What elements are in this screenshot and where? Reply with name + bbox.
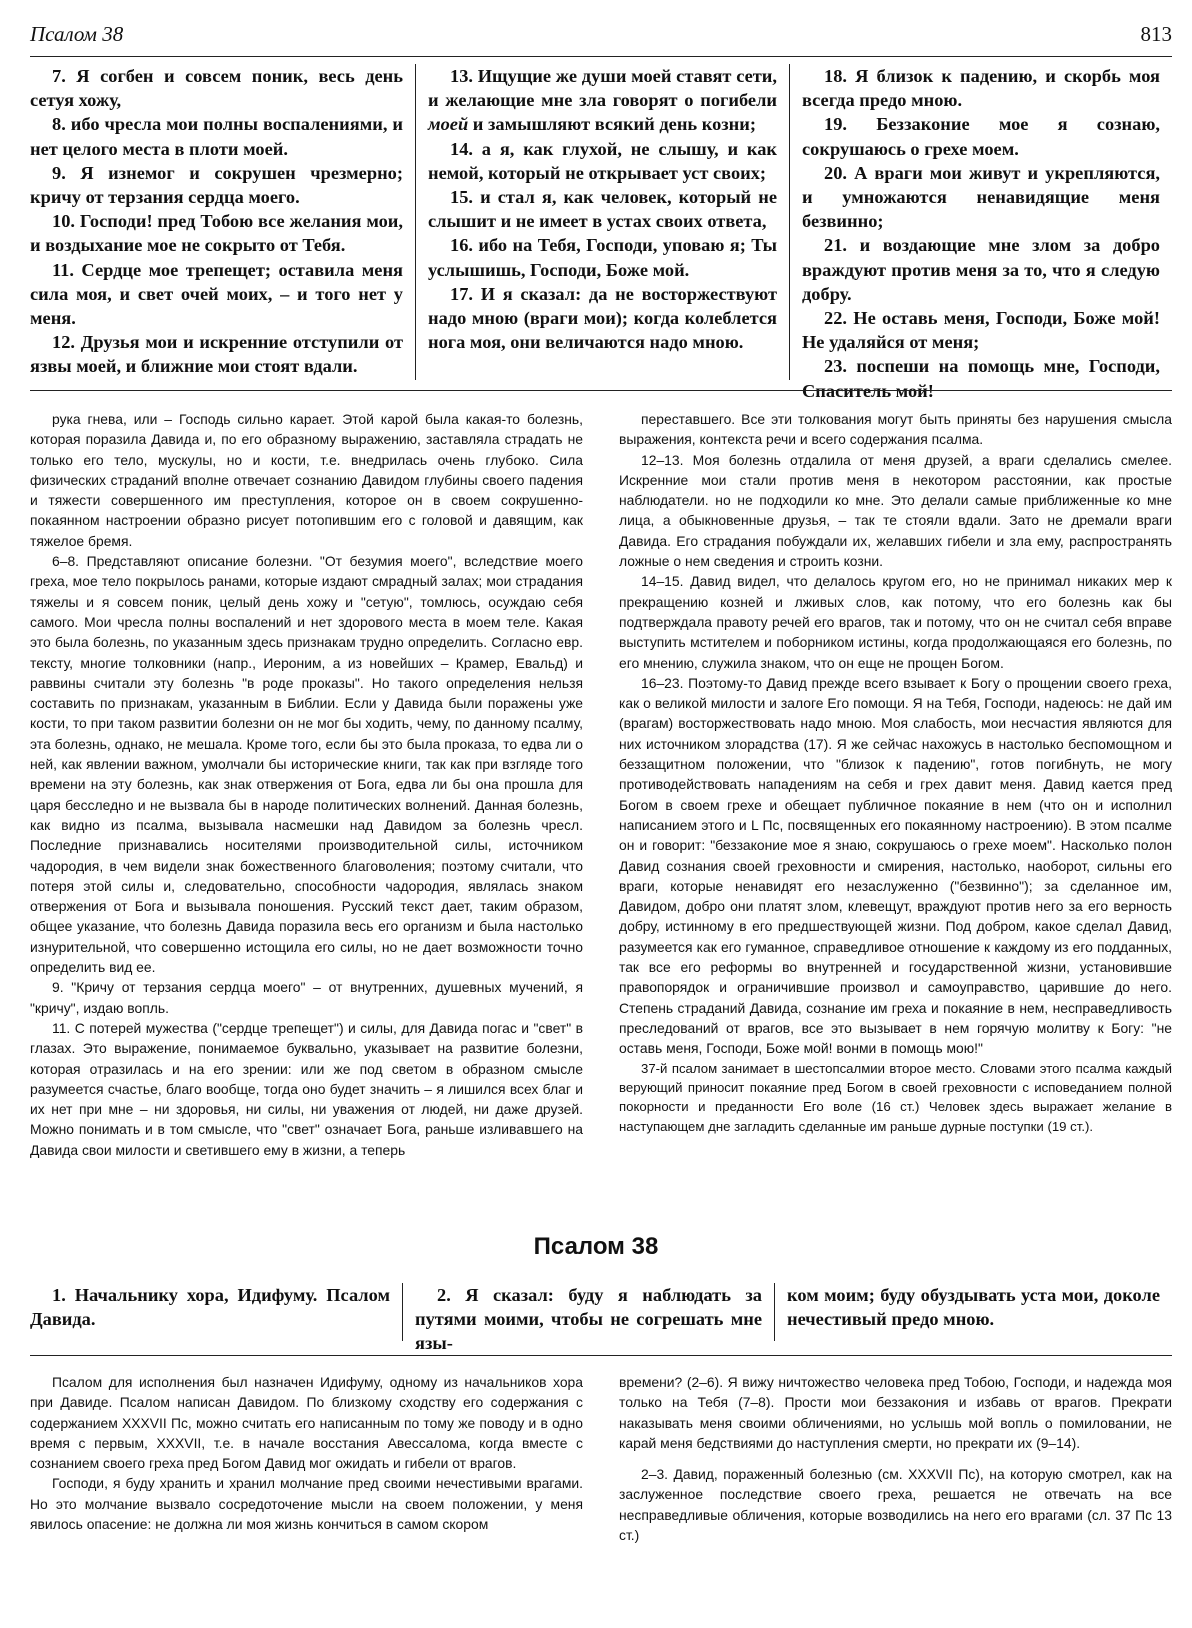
psalm-heading: Псалом 38 (533, 1233, 659, 1260)
verses-column-2 (415, 64, 789, 380)
page-number: 813 (1140, 22, 1172, 46)
verse: ком моим; буду обуздывать уста мои, доколе нечестивый предо мною. (787, 1285, 1160, 1330)
commentary-left-column (30, 409, 583, 1209)
running-title: Псалом 38 (30, 22, 124, 46)
commentary-paragraph: времени? (2–6). Я вижу ничтожество человека пред Тобою, Господи, и надежда моя только на Тебя (7–8). Прости мои беззакония и избавь от врагов. Прекрати наказывать меня своими обличениями, но услышь мой вопль о помиловании, не карай меня бедствиями до наступления смерти, но прекрати их (9–14). (619, 1374, 1172, 1451)
verse: 11. Сердце мое трепещет; оставила меня сила моя, и свет очей моих, – и того нет у меня. (30, 259, 403, 329)
verse: 16. ибо на Тебя, Господи, уповаю я; Ты услышишь, Господи, Боже мой. (428, 235, 777, 280)
verse: 9. Я изнемог и сокрушен чрезмерно; кричу от терзания сердца моего. (30, 162, 403, 208)
commentary-paragraph: рука гнева, или – Господь сильно карает. Этой карой была какая-то болезнь, которая поразила Давида и, по его образному выражению, заставляла страдать не только его тело, мускулы, но и кости, т.е. внедрилась очень глубоко. Сила физических страданий вполне отвечает сознанию Давидом глубины своего падения и тяжести совершенного им преступления, которое он в своем сокрушенно-покаянном настроении образно рисует потопившим его с головой и давящим, как тяжелое бремя. (30, 411, 583, 549)
commentary-right-column (619, 1372, 1172, 1622)
verse: 15. и стал я, как человек, который не слышит и не имеет в устах своих ответа, (428, 187, 777, 232)
verse: 14. а я, как глухой, не слышу, и как немой, который не открывает уст своих; (428, 138, 777, 183)
commentary-paragraph: 37-й псалом занимает в шестопсалмии второе место. Словами этого псалма каждый верующий приносит покаяние пред Богом в своей греховности с исповеданием полной покорности и преданности Его воле (16 ст.) Человек здесь выражает желание в наступающем дне загладить сделанные им раньше дурные поступки (19 ст.). (619, 1060, 1172, 1134)
verses-column-3 (789, 64, 1172, 401)
scripture-verses-top (30, 64, 1172, 401)
commentary-paragraph: 12–13. Моя болезнь отдалила от меня друзей, а враги сделались смелее. Искренние мои стали против меня в некотором расстоянии, как простые наблюдатели. но не подходили ко мне. Это делали самые приближенные ко мне лица, а обыкновенные друзья, – так те стояли вдали. Зато не дремали враги Давида. Его страдания побуждали их, желавших гибели и зла ему, распространять ложные о нем сведения и строить козни. (619, 451, 1172, 570)
verse: 17. И я сказал: да не восторжествуют надо мною (враги мои); когда колеблется нога моя, они величаются надо мною. (428, 283, 777, 353)
verse: 23. поспеши на помощь мне, Господи, Спаситель мой! (802, 356, 1160, 401)
commentary-right-column (619, 409, 1172, 1209)
commentary-paragraph: 16–23. Поэтому-то Давид прежде всего взывает к Богу о прощении своего греха, как о великой милости и залоге Его помощи. Я на Тебя, Господи, надеюсь: не дай им (врагам) восторжествовать надо мною. Моя слабость, мои несчастия являются для них источником злорадства (17). Я же сейчас нахожусь в настолько беспомощном и беззащитном положении, что "близок к падению", готов погибнуть, не могу противодействовать нападениям на себя и грех давит меня. Давид кается пред Богом в своем грехе и обещает публичное покаяние в нем (что он и исполнил написанием этого и L Пс, посвященных его покаянному настроению). В этом псалме он и говорит: "беззаконие мое я знаю, сокрушаюсь о грехе моем". Насколько полон Давид сознания своей греховности и смирения, настолько, наоборот, сильны его враги, которые ненавидят его незаслуженно ("безвинно"); за сделанное им, Давидом, добро они платят злом, клевещут, враждуют против него за его верность добру, истинному в его предшествующей жизни. Под добром, какое сделал Давид, разумеется как его гуманное, справедливое отношение к каждому из его подданных, так все его реформы во внутренней и государственной жизни, установившие правопорядок и ограничившие произвол и самоуправство, царившие до него. Степень страданий Давида, сознание им греха и покаяние в нем, несправедливость преследований от врагов, все это вызывает в нем горячую молитву к Богу: "не оставь меня, Господи, Боже мой! вонми в помощь мою!" (619, 674, 1172, 1057)
section-divider (30, 1355, 1172, 1356)
running-head (30, 20, 1172, 57)
commentary-left-column (30, 1372, 583, 1622)
verse: 8. ибо чресла мои полны воспалениями, и нет целого места в плоти моей. (30, 114, 403, 159)
verses-column-1 (30, 1283, 402, 1341)
commentary-bottom (30, 1372, 1172, 1622)
commentary-paragraph: переставшего. Все эти толкования могут быть приняты без нарушения смысла выражения, контекста речи и всего содержания псалма. (619, 411, 1172, 448)
verse-text: и замышляют всякий день козни; (472, 114, 756, 135)
verse: 12. Друзья мои и искренние отступили от язвы моей, и ближние мои стоят вдали. (30, 332, 403, 377)
paragraph-gap (619, 1453, 1172, 1464)
verse: 2. Я сказал: буду я наблюдать за путями моими, чтобы не согрешать мне язы- (415, 1285, 762, 1354)
commentary-top (30, 409, 1172, 1209)
commentary-paragraph: 14–15. Давид видел, что делалось кругом его, но не принимал никаких мер к прекращению козней и лживых слов, как потому, что его болезнь как бы подтверждала правоту речей его врагов, так и потому, что он не считал себя вправе выступить мстителем и поборником истины, когда продолжающаяся его болезнь, по его мнению, служила знаком, что он еще не прощен Богом. (619, 573, 1172, 671)
section-divider (30, 390, 1172, 391)
verse: 20. А враги мои живут и укрепляются, и умножаются ненавидящие меня безвинно; (802, 162, 1160, 232)
commentary-paragraph: 11. С потерей мужества ("сердце трепещет") и силы, для Давида погас и "свет" в глазах. Это выражение, понимаемое буквально, указывает на развитие болезни, которая отразилась и на его зрении: или же под светом в образном смысле разумеется счастье, благо вообще, тогда оно будет значить – я лишился всех благ и их нет при мне – ни здоровья, ни силы, ни уважения от людей, ни даже друзей. Можно понимать и в том смысле, что "свет" означает Бога, раньше изливавшего на Давида свои милости и светившего ему в жизни, а теперь (30, 1019, 583, 1158)
commentary-paragraph: Псалом для исполнения был назначен Идифуму, одному из начальников хора при Давиде. Псалом написан Давидом. По близкому сходству его содержания с содержанием XXXVII Пс, можно считать его написанным по тому же поводу и в одно время с первым, XXXVII, т.е. в начале восстания Авессалома, когда вместе с сознанием своего греха пред Богом Давид мог ожидать и гибели от врагов. (30, 1374, 583, 1472)
verse: 18. Я близок к падению, и скорбь моя всегда предо мною. (802, 66, 1160, 111)
verse-text: 13. Ищущие же души моей ставят сети, и желающие мне зла говорят о погибели (428, 66, 777, 111)
commentary-paragraph: 6–8. Представляют описание болезни. "От безумия моего", вследствие моего греха, мое тело покрылось ранами, которые издают смрадный залах; мои страдания тяжелы и я совсем поник, целый день хожу и "сетую", томлюсь, осуждаю себя самого. Мои чресла полны воспалений и нет здорового места в моем теле. Какая это была болезнь, по указанным здесь признакам трудно определить. Согласно евр. тексту, многие толковники (напр., Иероним, а из новейших – Крамер, Евальд) и раввины считали эту болезнь "в роде проказы". Но такого определения нельзя составить по признакам, указанным в Библии. Если у Давида были поражены уже кости, то при таком развитии болезни он не мог бы ходить, чему, по данному псалму, эта болезнь, однако, не мешала. Кроме того, если бы это была проказа, то едва ли о ней, как явлении важном, умолчали бы исторические книги, так как при взгляде того времени на эту болезнь, как знак отвержения от Бога, едва ли бы она прошла для царя бесследно и не вызвала бы в народе политических волнений. Данная болезнь, как видно из псалма, вызывала насмешки над Давидом за болезнь чресл. Последние признавались носителями производительной силы, источником чадородия, в чем видели знак божественного благоволения; поэтому считали, что потеря этой силы и, следовательно, способности чадородия, являлась знаком отвержения от Бога и вызывала поношения. Русский текст дает, таким образом, общее указание, что болезнь Давида поразила весь его организм и была настолько изнурительной, что совершенно истощила его силы, но не дает возможности точно определить вид ее. (30, 553, 583, 976)
verse: 19. Беззаконие мое я сознаю, сокрушаюсь о грехе моем. (802, 114, 1160, 159)
commentary-paragraph: 2–3. Давид, пораженный болезнью (см. XXXVII Пс), на которую смотрел, как на заслуженное последствие своего греха, решается не отвечать на все несправедливые обличения, которые возводились на него его врагами (сл. 37 Пс 13 ст.) (619, 1466, 1172, 1544)
commentary-paragraph: 9. "Кричу от терзания сердца моего" – от внутренних, душевных мучений, я "кричу", издаю вопль. (30, 979, 583, 1016)
commentary-paragraph: Господи, я буду хранить и хранил молчание пред своими нечестивыми врагами. Но это молчание вызвало сосредоточение мысли на своем положении, у меня явилось опасение: не должна ли моя жизнь кончиться в самом скором (30, 1475, 583, 1533)
verses-column-2 (402, 1283, 774, 1354)
scripture-verses-bottom (30, 1283, 1172, 1354)
verse: 22. Не оставь меня, Господи, Боже мой! Не удаляйся от меня; (802, 308, 1160, 353)
verse-italic-word: моей (428, 114, 469, 135)
verse: 1. Начальнику хора, Идифуму. Псалом Давида. (30, 1285, 390, 1330)
verses-column-3 (774, 1283, 1172, 1341)
verse (428, 64, 777, 137)
verse: 10. Господи! пред Тобою все желания мои, и воздыхание мое не сокрыто от Тебя. (30, 211, 403, 256)
verse: 7. Я согбен и совсем поник, весь день сетуя хожу, (30, 66, 403, 111)
verse: 21. и воздающие мне злом за добро враждуют против меня за то, что я следую добру. (802, 235, 1160, 304)
verses-column-1 (30, 64, 415, 380)
